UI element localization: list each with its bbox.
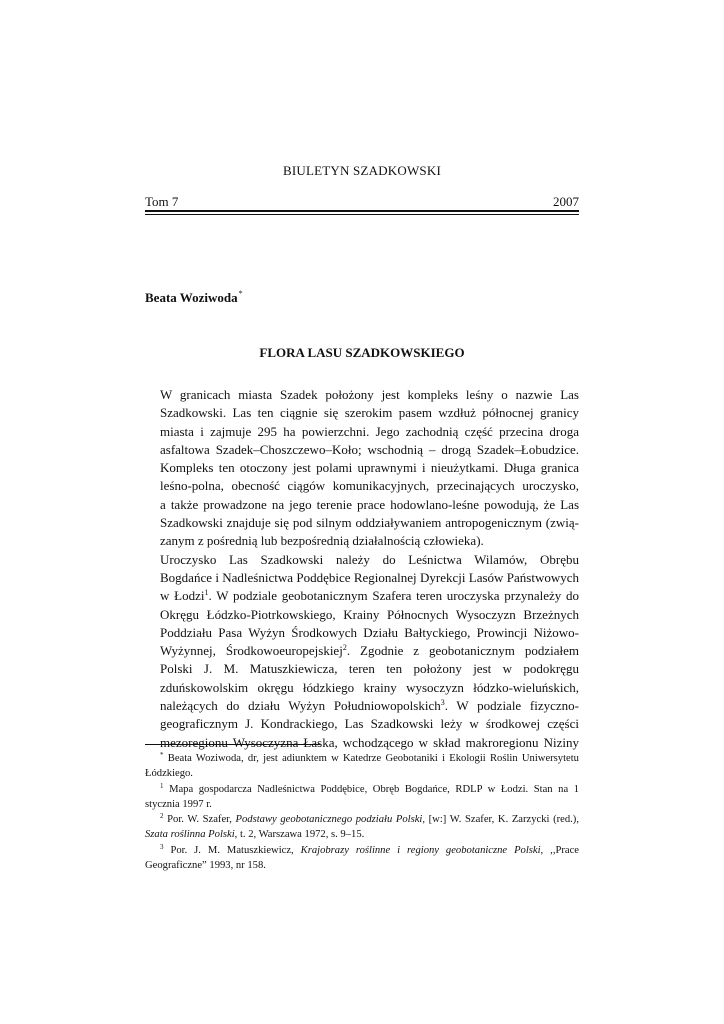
footnote-text: Por. W. Szafer, [167,814,236,826]
p2-text: Wyżynnej, Środkowoeuropejskiej [160,643,343,659]
p2-line: mezoregionu Wysoczyzna Łaska, wchodzącego w skład makroregionu Niziny [160,734,579,750]
p2-line: zduńskowolskim okręgu łódzkiego krainy wysoczyzn łódzko-wieluńskich, [160,679,579,695]
p2-text: w Łodzi [160,588,205,604]
p2-line: Polski J. M. Matuszkiewicza, teren ten położony jest w podokręgu [160,661,579,677]
footnote-separator [145,744,320,745]
footnote-title: Podstawy geobotanicznego podziału Polski, [235,814,426,826]
footnote-mark: 1 [160,781,164,790]
author-footnote-mark: * [238,289,243,298]
footnote-ref: 3 [440,698,445,708]
footnote-title: Krajobrazy roślinne i regiony geobotaniczne Polski, [300,844,544,856]
article-author [145,289,243,306]
footnote-text: Por. J. M. Matuszkiewicz, [170,844,301,856]
p2-line: Poddziału Pasa Wyżyn Środkowych Działu Bałtyckiego, Prowincji Niżowo- [160,624,579,640]
footnote [145,751,579,782]
footnote-ref: 1 [204,588,209,598]
footnote-mark: 2 [160,812,164,821]
footnotes [145,751,579,873]
footnote-text: ,,Prace Geograficzne” 1993, nr 158. [145,844,579,872]
p2-line: Uroczysko Las Szadkowski należy do Leśnictwa Wilamów, Obrębu [160,551,579,567]
footnote-mark: * [160,751,164,759]
p2-line [145,697,579,715]
p2-line: Okręgu Łódzko-Piotrkowskiego, Krainy Północnych Wysoczyzn Brzeżnych [160,606,579,622]
article-body [145,386,579,752]
header-rule-thin [145,214,579,215]
year-label: 2007 [553,194,579,209]
volume-row [145,194,579,210]
journal-title: BIULETYN SZADKOWSKI [283,163,441,178]
footnote-mark: 3 [160,842,164,851]
p1-line: asfaltowa Szadek–Choszczewo–Koło; wschodnią – drogą Szadek–Łobudzice. [160,441,579,457]
document-page [145,0,579,1024]
footnote [145,812,579,843]
footnote-text: Mapa gospodarcza Nadleśnictwa Poddębice, Obręb Bogdańce, RDLP w Łodzi. Stan na 1 stycznia 1997 r. [145,783,579,810]
author-name: Beata Woziwoda [145,290,238,305]
p1-line: miasta i zajmuje 295 ha powierzchni. Jego zachodnią część przecina droga [160,423,579,439]
volume-label: Tom 7 [145,194,179,209]
p2-line [145,642,579,660]
footnote-text: [w:] W. Szafer, K. Zarzycki (red.), [425,814,579,826]
p1-line: leśno-polna, obecność ciągów komunikacyjnych, przecinających uroczysko, [160,478,579,494]
p1-line: zanym z pośrednią lub bezpośrednią działalnością człowieka). [160,533,484,549]
p2-line [145,587,579,605]
header-rule-thick [145,210,579,212]
paragraph-2 [145,551,579,752]
footnote-ref: 2 [342,643,347,653]
p1-line: a także prowadzone na jego terenie prace hodowlano-leśne powodują, że Las [160,496,579,512]
p1-line: W granicach miasta Szadek położony jest kompleks leśny o nazwie Las [160,387,579,402]
paragraph-1 [145,386,579,551]
article-title: FLORA LASU SZADKOWSKIEGO [259,345,465,360]
p2-text: należących do działu Wyżyn Południowopolskich [160,698,441,714]
p1-line: Szadkowski znajduje się pod silnym oddziaływaniem antropogenicznym (zwią- [160,515,579,531]
p2-line: Bogdańce i Nadleśnictwa Poddębice Regionalnej Dyrekcji Lasów Państwowych [160,569,579,585]
p2-text: . Zgodnie z geobotanicznym podziałem [346,643,580,659]
p2-text: . W podziale geobotanicznym Szafera teren uroczyska przynależy do [208,588,579,604]
p1-line: Szadkowski. Las ten ciągnie się szerokim pasem wzdłuż północnej granicy [160,405,579,421]
footnote [145,843,579,874]
footnote-text: Beata Woziwoda, dr, jest adiunktem w Katedrze Geobotaniki i Ekologii Roślin Uniwersytetu Łódzkiego. [145,753,579,780]
footnote-text: , t. 2, Warszawa 1972, s. 9–15. [234,829,365,841]
p2-text: . W podziale fizyczno- [444,698,579,714]
p1-line: Kompleks ten otoczony jest polami uprawnymi i nieużytkami. Długa granica [160,460,579,476]
footnote [145,782,579,813]
footnote-title: Szata roślinna Polski [145,829,235,841]
p2-line: geograficznym J. Kondrackiego, Las Szadkowski leży w środkowej części [160,716,579,732]
